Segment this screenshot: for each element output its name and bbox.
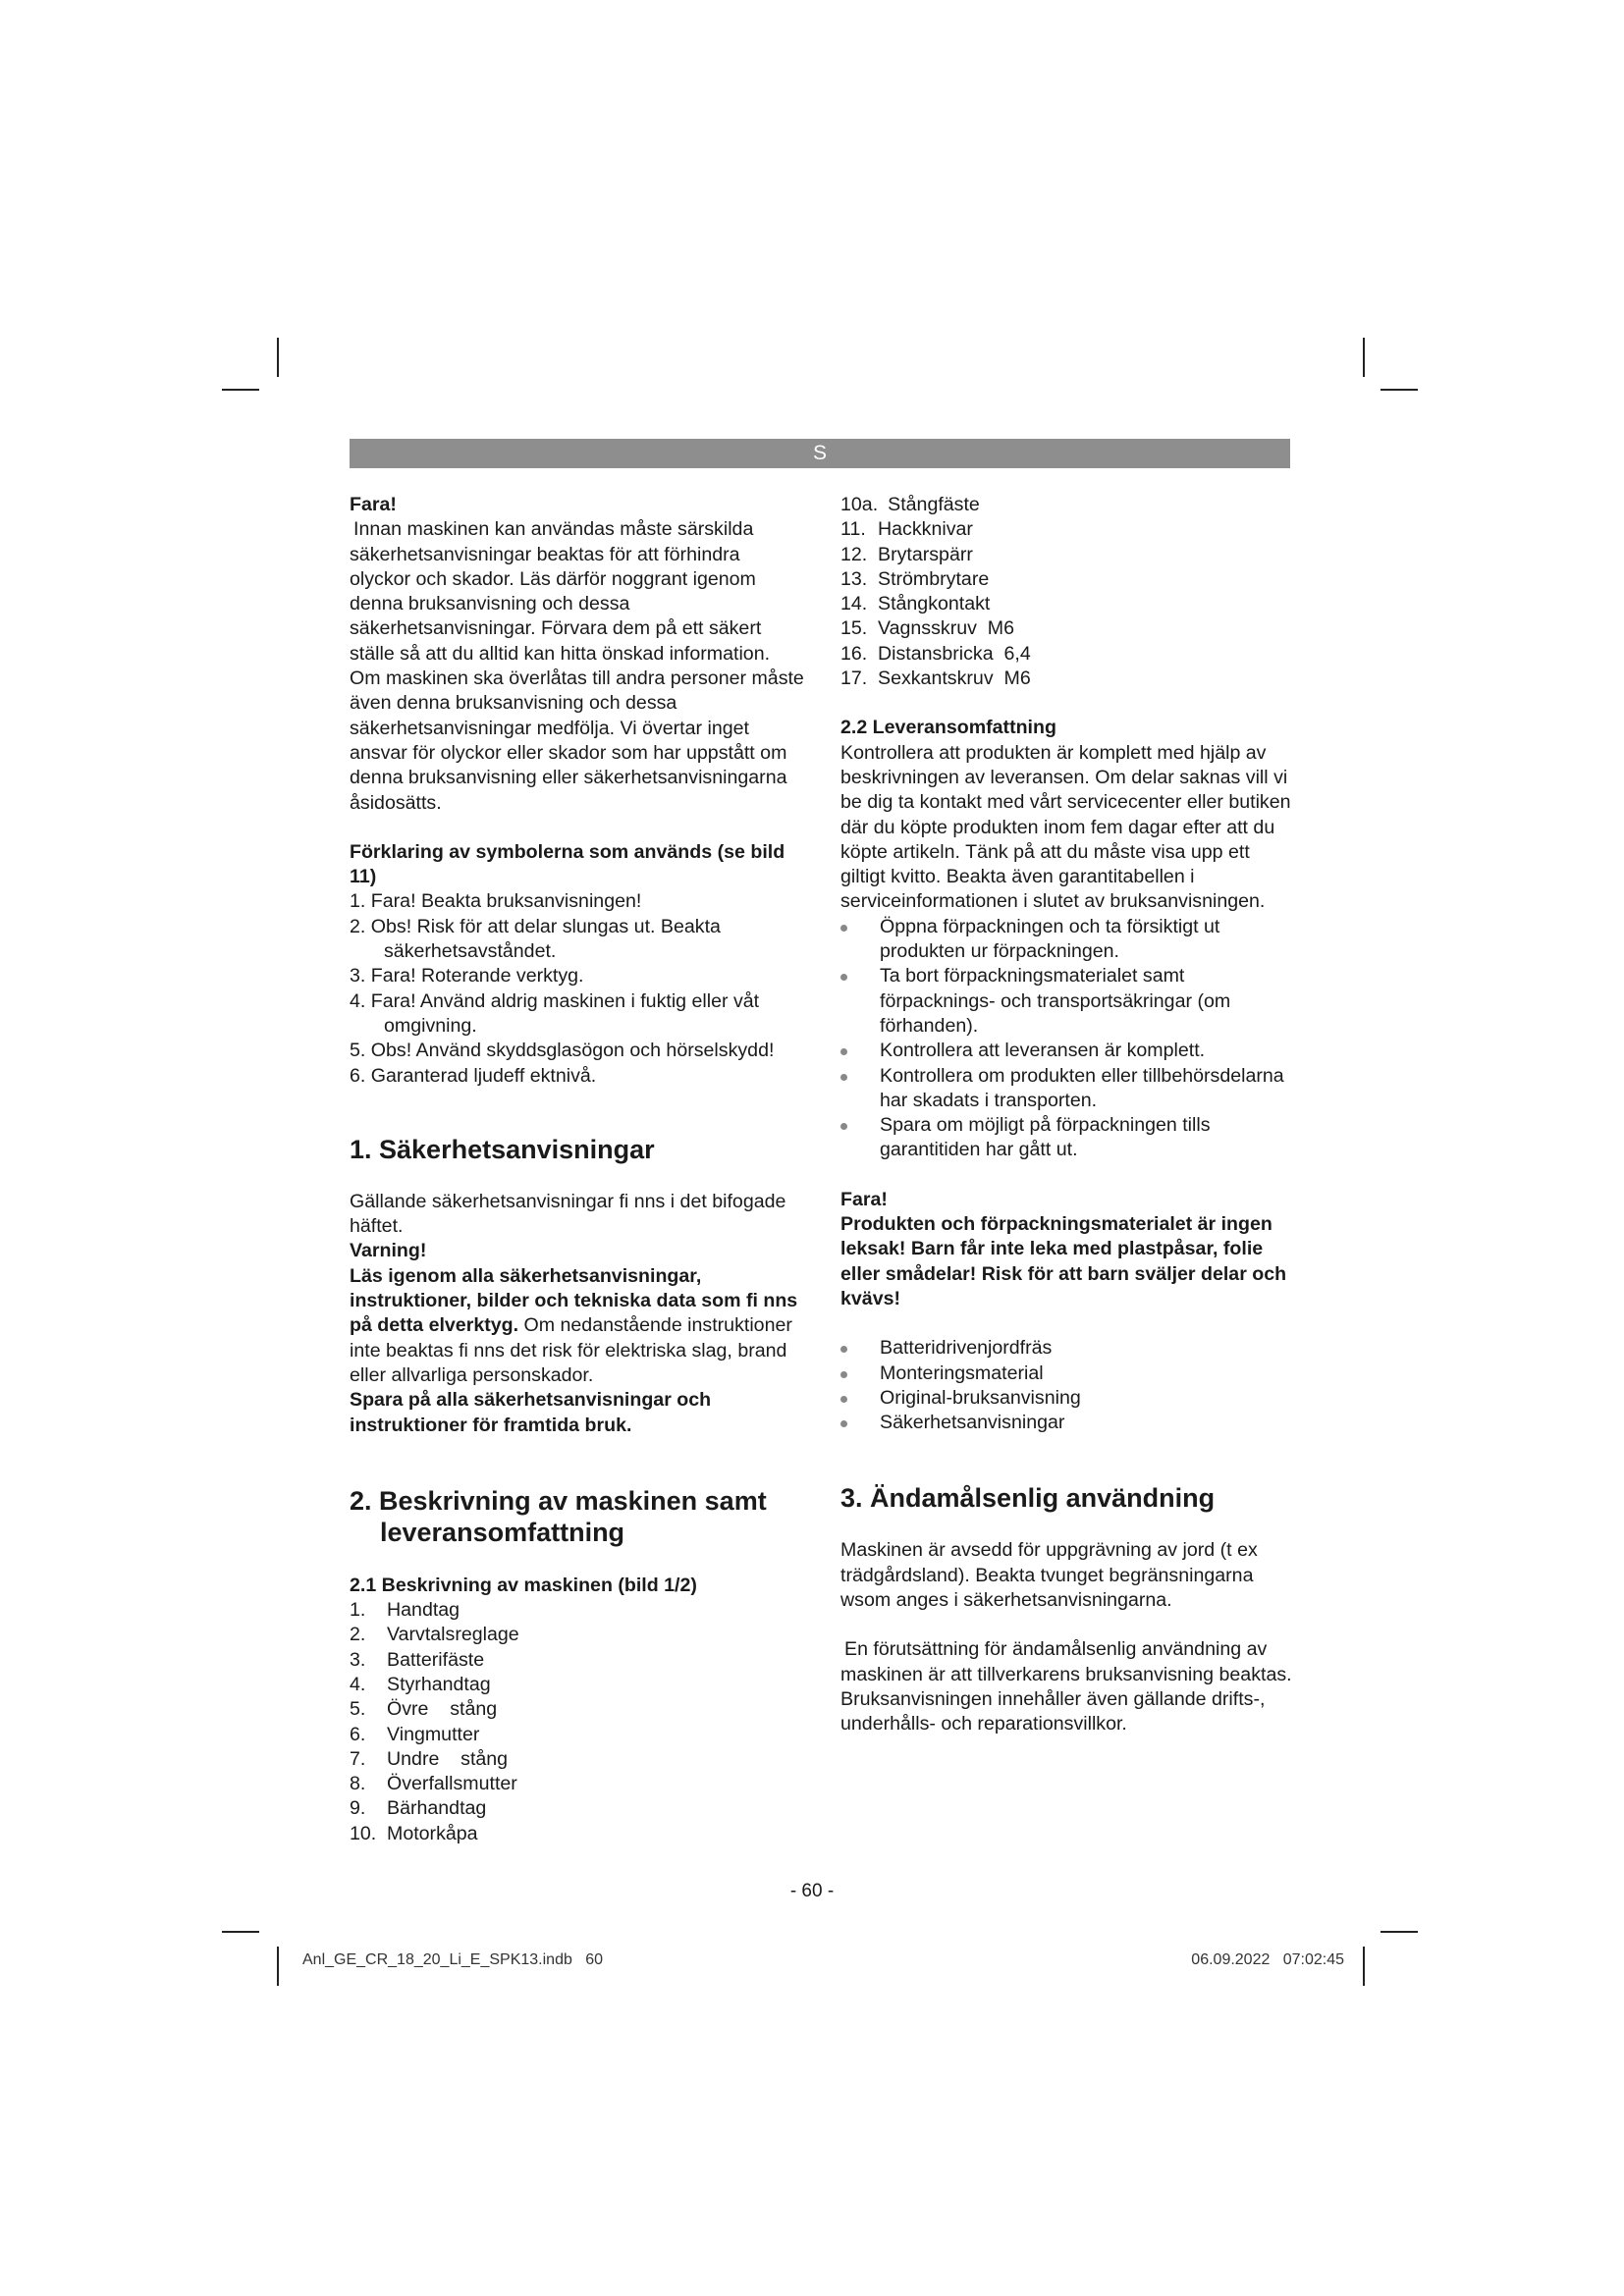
list-item: 13. Strömbrytare bbox=[840, 567, 990, 590]
bullet-icon bbox=[840, 925, 847, 932]
list-item: Ta bort förpackningsmaterialet samt förpacknings- och transportsäkringar (om förhanden). bbox=[840, 964, 1295, 1039]
section-2-2-title: 2.2 Leveransomfattning bbox=[840, 717, 1056, 739]
warning-bold-text: Läs igenom alla säkerhetsanvisningar, instruktioner, bilder och tekniska data som fi nns på detta elverktyg. bbox=[350, 1264, 798, 1337]
language-tab-label: S bbox=[812, 442, 827, 464]
bullet-icon bbox=[840, 1396, 847, 1403]
list-item: Öppna förpackningen och ta försiktigt ut produkten ur förpackningen. bbox=[840, 915, 1295, 965]
list-item: 16. Distansbricka 6,4 bbox=[840, 642, 1031, 665]
list-item: 1. Fara! Beakta bruksanvisningen! bbox=[350, 890, 642, 913]
list-item: 3. Fara! Roterande verktyg. bbox=[350, 965, 584, 988]
list-item: 8. Överfallsmutter bbox=[350, 1773, 517, 1795]
warning-paragraph bbox=[350, 1264, 804, 1388]
list-item: Monteringsmaterial bbox=[840, 1362, 1295, 1386]
list-item: 3. Batterifäste bbox=[350, 1648, 485, 1671]
list-item: 6. Vingmutter bbox=[350, 1723, 480, 1745]
crop-mark bbox=[277, 338, 279, 377]
danger-heading-2: Fara! bbox=[840, 1188, 888, 1210]
bullet-icon bbox=[840, 1123, 847, 1130]
list-item: 4. Fara! Använd aldrig maskinen i fuktig eller våt omgivning. bbox=[350, 989, 760, 1037]
list-item: 11. Hackknivar bbox=[840, 518, 973, 541]
section-2-title: 2. Beskrivning av maskinen samt leveransomfattning bbox=[350, 1485, 767, 1547]
list-item: 10. Motorkåpa bbox=[350, 1822, 478, 1844]
list-item: 9. Bärhandtag bbox=[350, 1797, 487, 1820]
bullet-icon bbox=[840, 1420, 847, 1427]
section-3-paragraph-2: En förutsättning för ändamålsenlig användning av maskinen är att tillverkarens bruksanvisning beaktas. Bruksanvisningen innehåller även gällande drifts-, underhålls- och reparationsvillkor. bbox=[840, 1638, 1292, 1735]
crop-mark bbox=[222, 1931, 259, 1933]
crop-mark bbox=[222, 389, 259, 391]
warning-normal-text: Om nedanstående instruktioner inte beaktas fi nns det risk för elektriska slag, brand eller allvarliga personskador. bbox=[350, 1314, 792, 1386]
symbols-heading: Förklaring av symbolerna som används (se bild 11) bbox=[350, 840, 785, 888]
contents-list bbox=[840, 1336, 1295, 1435]
parts-list-left bbox=[350, 1598, 804, 1846]
list-item: 14. Stångkontakt bbox=[840, 593, 991, 615]
crop-mark bbox=[1380, 389, 1418, 391]
list-item: Original-bruksanvisning bbox=[840, 1386, 1295, 1411]
left-column bbox=[350, 493, 804, 1846]
bullet-icon bbox=[840, 1048, 847, 1055]
list-item: 17. Sexkantskruv M6 bbox=[840, 667, 1031, 690]
crop-mark bbox=[277, 1947, 279, 1986]
bullet-icon bbox=[840, 1074, 847, 1081]
list-item: 15. Vagnsskruv M6 bbox=[840, 617, 1015, 640]
list-item: 12. Brytarspärr bbox=[840, 543, 973, 565]
danger-heading: Fara! bbox=[350, 494, 397, 515]
right-column bbox=[840, 493, 1295, 1736]
print-file-slug: Anl_GE_CR_18_20_Li_E_SPK13.indb 60 bbox=[302, 1951, 603, 1968]
section-2-2-paragraph: Kontrollera att produkten är komplett med hjälp av beskrivningen av leveransen. Om delar saknas vill vi be dig ta kontakt med vårt servicecenter eller butiken där du köpte produkten inom fem dagar efter att du köpte artikeln. Tänk på att du måste visa upp ett giltigt kvitto. Beakta även garantitabellen i serviceinformationen i slutet av bruksanvisningen. bbox=[840, 741, 1291, 913]
list-item: 2. Obs! Risk för att delar slungas ut. Beakta säkerhetsavståndet. bbox=[350, 915, 721, 963]
section-1-intro: Gällande säkerhetsanvisningar fi nns i det bifogade häftet. bbox=[350, 1190, 786, 1238]
section-3-title: 3. Ändamålsenlig användning bbox=[840, 1483, 1216, 1514]
print-timestamp: 06.09.2022 07:02:45 bbox=[1191, 1951, 1344, 1968]
list-item: 4. Styrhandtag bbox=[350, 1673, 491, 1695]
bullet-icon bbox=[840, 1346, 847, 1353]
list-item: Spara om möjligt på förpackningen tills garantitiden har gått ut. bbox=[840, 1113, 1295, 1163]
list-item: 7. Undre stång bbox=[350, 1747, 509, 1770]
crop-mark bbox=[1363, 1947, 1365, 1986]
keep-instructions-text: Spara på alla säkerhetsanvisningar och instruktioner för framtida bruk. bbox=[350, 1389, 712, 1436]
list-item: 6. Garanterad ljudeff ektnivå. bbox=[350, 1064, 597, 1087]
list-item: Batteridrivenjordfräs bbox=[840, 1336, 1295, 1361]
parts-list-right bbox=[840, 493, 1295, 691]
danger-paragraph: Innan maskinen kan användas måste särskilda säkerhetsanvisningar beaktas för att förhindra olyckor och skador. Läs därför noggrant igenom denna bruksanvisning och dessa säkerhetsanvisningar. Förvara dem på ett säkert ställe så att du alltid kan hitta önskad information. Om maskinen ska överlåtas till andra personer måste även denna bruksanvisning och dessa säkerhetsanvisningar medfölja. Vi övertar inget ansvar för olyckor eller skador som har uppstått om denna bruksanvisning eller säkerhetsanvisningarna åsidosätts. bbox=[350, 518, 804, 814]
symbols-list bbox=[350, 889, 804, 1088]
list-item: Kontrollera att leveransen är komplett. bbox=[840, 1039, 1295, 1063]
crop-mark bbox=[1363, 338, 1365, 377]
list-item: 2. Varvtalsreglage bbox=[350, 1624, 519, 1646]
warning-label: Varning! bbox=[350, 1240, 427, 1262]
list-item: 1. Handtag bbox=[350, 1599, 460, 1622]
section-3-paragraph-1: Maskinen är avsedd för uppgrävning av jord (t ex trädgårdsland). Beakta tvunget begränsningarna wsom anges i säkerhetsanvisningarna. bbox=[840, 1539, 1258, 1611]
crop-mark bbox=[1380, 1931, 1418, 1933]
bullet-icon bbox=[840, 974, 847, 981]
section-2-1-title: 2.1 Beskrivning av maskinen (bild 1/2) bbox=[350, 1574, 697, 1596]
page-number: - 60 - bbox=[789, 1881, 835, 1901]
list-item: 5. Obs! Använd skyddsglasögon och hörselskydd! bbox=[350, 1040, 775, 1062]
list-item: Kontrollera om produkten eller tillbehörsdelarna har skadats i transporten. bbox=[840, 1064, 1295, 1114]
list-item: 10a. Stångfäste bbox=[840, 494, 980, 515]
list-item: 5. Övre stång bbox=[350, 1698, 498, 1721]
danger-paragraph-2: Produkten och förpackningsmaterialet är ingen leksak! Barn får inte leka med plastpåsar, folie eller smådelar! Risk för att barn sväljer delar och kvävs! bbox=[840, 1213, 1287, 1309]
language-tab-bar bbox=[350, 439, 1290, 468]
bullet-icon bbox=[840, 1371, 847, 1378]
section-1-title: 1. Säkerhetsanvisningar bbox=[350, 1134, 655, 1164]
checks-list bbox=[840, 915, 1295, 1163]
list-item: Säkerhetsanvisningar bbox=[840, 1411, 1295, 1435]
